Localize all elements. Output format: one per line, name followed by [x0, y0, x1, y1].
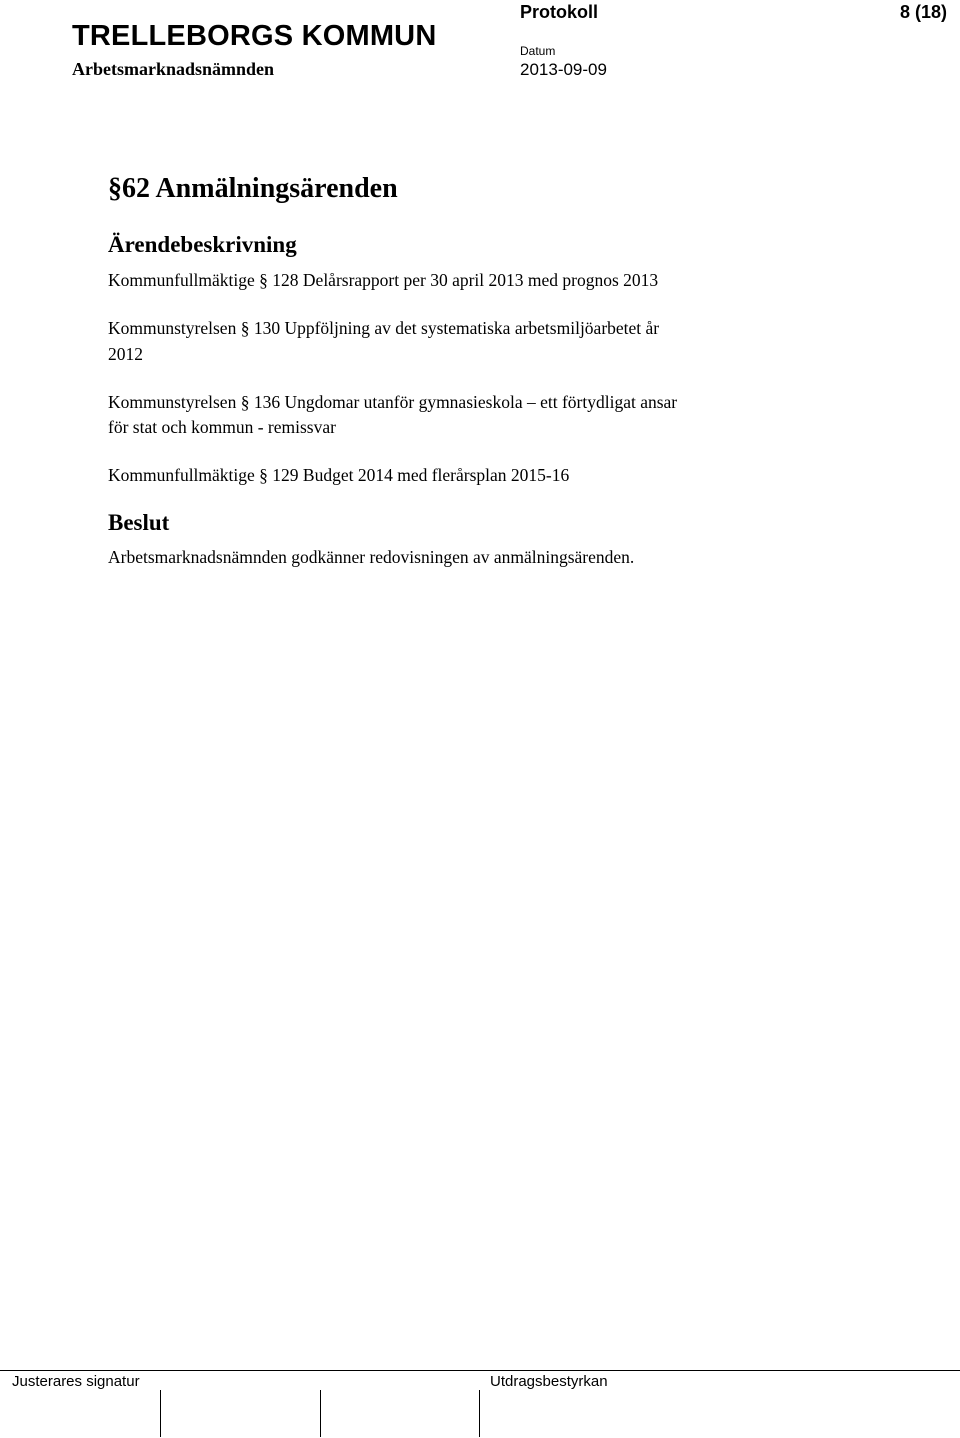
department-name: Arbetsmarknadsnämnden [72, 59, 275, 79]
decision-heading: Beslut [108, 510, 170, 535]
list-item: Kommunfullmäktige § 129 Budget 2014 med flerårsplan 2015-16 [108, 465, 570, 485]
list-item: Kommunstyrelsen § 136 Ungdomar utanför gymnasieskola – ett förtydligat ansar [108, 392, 678, 412]
date-label: Datum [520, 44, 556, 58]
signature-box-divider [320, 1390, 321, 1437]
signature-box-divider [160, 1390, 161, 1437]
list-item: Kommunstyrelsen § 130 Uppföljning av det systematiska arbetsmiljöarbetet år [108, 318, 660, 338]
section-title: §62 Anmälningsärenden [108, 173, 398, 204]
signature-label: Justerares signatur [12, 1373, 140, 1390]
organization-name: TRELLEBORGS KOMMUN [72, 20, 437, 52]
footer-divider [0, 1370, 960, 1371]
certification-label: Utdragsbestyrkan [490, 1373, 608, 1390]
page-number: 8 (18) [899, 2, 947, 22]
signature-box-divider [479, 1390, 480, 1437]
decision-text: Arbetsmarknadsnämnden godkänner redovisningen av anmälningsärenden. [108, 547, 635, 567]
description-heading: Ärendebeskrivning [108, 232, 297, 257]
list-item-continuation: för stat och kommun - remissvar [108, 417, 336, 437]
date-value: 2013-09-09 [520, 60, 607, 79]
list-item-continuation: 2012 [108, 344, 143, 364]
document-type: Protokoll [520, 2, 599, 22]
list-item: Kommunfullmäktige § 128 Delårsrapport per 30 april 2013 med prognos 2013 [108, 270, 659, 290]
